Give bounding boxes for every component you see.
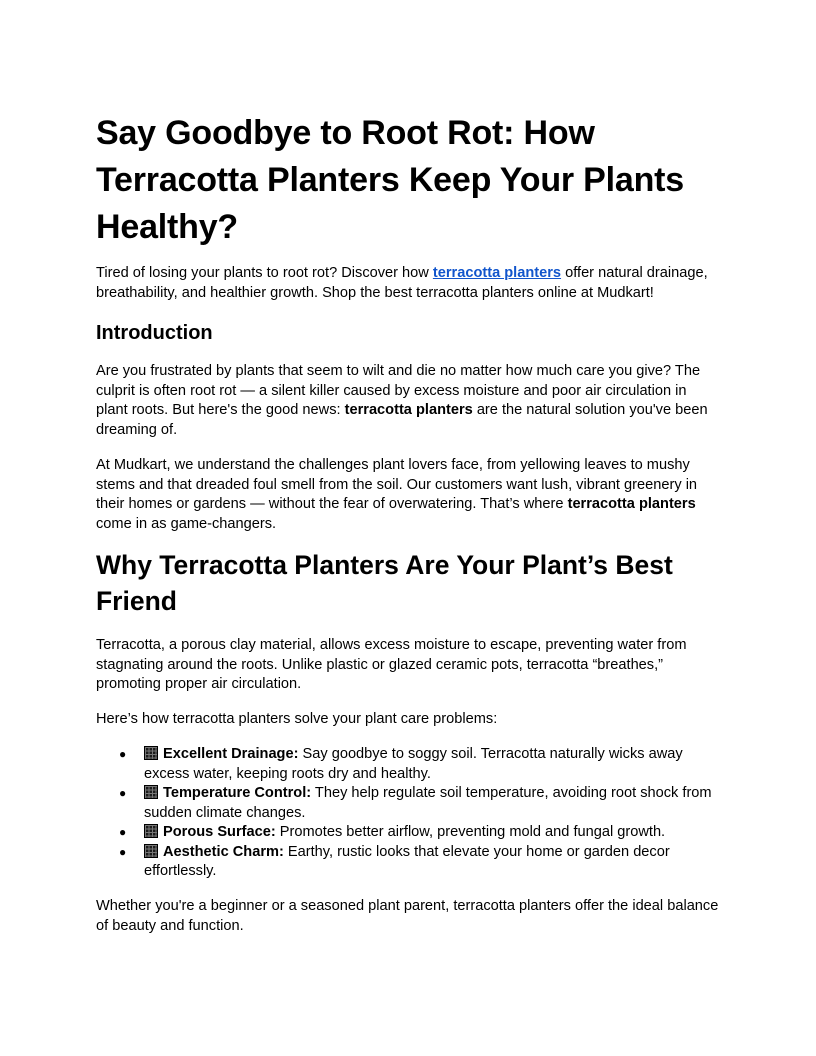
- introduction-paragraph-2: [96, 456, 720, 534]
- bullet-dot: ●: [119, 747, 127, 761]
- list-item-text: Say goodbye to soggy soil. Terracotta naturally wicks away excess water, keeping roots dry and healthy.: [144, 746, 683, 782]
- list-item-text: Earthy, rustic looks that elevate your home or garden decor effortlessly.: [144, 843, 670, 879]
- bullet-dot: ●: [119, 786, 127, 800]
- checkered-square-icon: [144, 785, 158, 799]
- terracotta-planters-link[interactable]: terracotta planters: [432, 265, 562, 281]
- checkered-square-icon: [144, 746, 158, 760]
- list-item-text: Promotes better airflow, preventing mold and fungal growth.: [275, 824, 666, 840]
- list-item: [96, 784, 720, 823]
- intro-p2-text-end: come in as game-changers.: [96, 515, 277, 532]
- benefits-list: [96, 745, 720, 882]
- list-item: [96, 745, 720, 784]
- introduction-paragraph-1: [96, 362, 720, 440]
- list-item-label: Porous Surface:: [163, 824, 276, 840]
- intro-p2-text: At Mudkart, we understand the challenges plant lovers face, from yellowing leaves to mushy stems and that dreaded foul smell from the soil. Our customers want lush, vibrant greenery in their homes or gardens — without the fear of overwatering. That’s where: [96, 457, 698, 512]
- intro-p1-bold: terracotta planters: [344, 402, 473, 418]
- introduction-heading: Introduction: [96, 322, 213, 344]
- closing-paragraph: Whether you're a beginner or a seasoned plant parent, terracotta planters offer the ideal balance of beauty and function.: [96, 898, 719, 934]
- list-item: [96, 823, 720, 843]
- intro-text-before: Tired of losing your plants to root rot? Discover how: [96, 265, 433, 281]
- bullet-dot: ●: [119, 844, 127, 859]
- page-title: Say Goodbye to Root Rot: How Terracotta Planters Keep Your Plants Healthy?: [96, 114, 684, 246]
- intro-paragraph: [96, 264, 720, 303]
- why-terracotta-heading: Why Terracotta Planters Are Your Plant’s Best Friend: [96, 550, 673, 616]
- checkered-square-icon: [144, 824, 158, 838]
- intro-text-after: offer natural drainage, breathability, and healthier growth. Shop the best terracotta planters online at Mudkart!: [96, 265, 708, 301]
- bullet-dot: ●: [119, 825, 127, 839]
- list-item-label: Excellent Drainage:: [163, 746, 299, 762]
- intro-p1-text: Are you frustrated by plants that seem to wilt and die no matter how much care you give? The culprit is often root rot — a silent killer caused by excess moisture and poor air circulation in plant roots. But here's the good news:: [96, 363, 701, 418]
- list-item-label: Aesthetic Charm:: [163, 843, 284, 860]
- why-paragraph-1: Terracotta, a porous clay material, allows excess moisture to escape, preventing water from stagnating around the roots. Unlike plastic or glazed ceramic pots, terracotta “breathes,” promoting proper air circulation.: [96, 637, 687, 692]
- list-item: [96, 843, 720, 882]
- list-item-label: Temperature Control:: [163, 785, 312, 801]
- checkered-square-icon: [144, 844, 158, 858]
- intro-p2-bold: terracotta planters: [567, 496, 696, 512]
- why-paragraph-2: Here’s how terracotta planters solve your plant care problems:: [96, 711, 498, 727]
- list-item-text: They help regulate soil temperature, avoiding root shock from sudden climate changes.: [144, 785, 712, 821]
- intro-p1-text-end: are the natural solution you've been dreaming of.: [96, 402, 708, 438]
